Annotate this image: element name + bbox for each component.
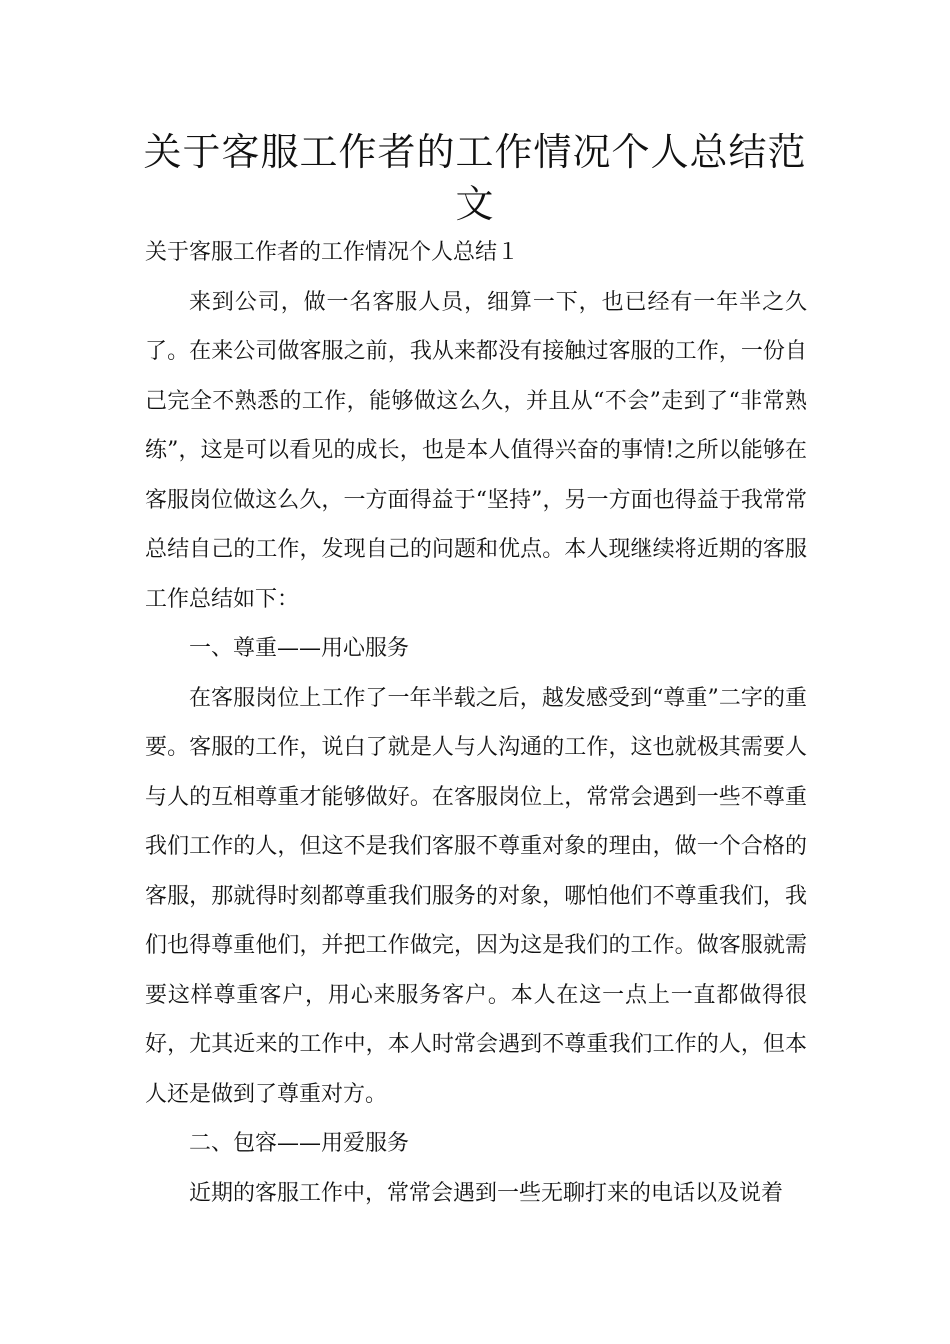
paragraph-respect: 在客服岗位上工作了一年半载之后，越发感受到“尊重”二字的重要。客服的工作，说白了就是人与人沟通的工作，这也就极其需要人与人的互相尊重才能够做好。在客服岗位上，常常会遇到一些不尊重我们工作的人，但这不是我们客服不尊重对象的理由，做一个合格的客服，那就得时刻都尊重我们服务的对象，哪怕他们不尊重我们，我们也得尊重他们，并把工作做完，因为这是我们的工作。做客服就需要这样尊重客户，用心来服务客户。本人在这一点上一直都做得很好，尤其近来的工作中，本人时常会遇到不尊重我们工作的人，但本人还是做到了尊重对方。 bbox=[145, 685, 807, 1107]
section-heading-respect: 一、尊重——用心服务 bbox=[189, 636, 410, 661]
paragraph-intro: 来到公司，做一名客服人员，细算一下，也已经有一年半之久了。在来公司做客服之前，我从来都没有接触过客服的工作，一份自己完全不熟悉的工作，能够做这么久，并且从“不会”走到了“非常熟练”，这是可以看见的成长，也是本人值得兴奋的事情!之所以能够在客服岗位做这么久，一方面得益于“坚持”，另一方面也得益于我常常总结自己的工作，发现自己的问题和优点。本人现继续将近期的客服工作总结如下： bbox=[145, 289, 807, 612]
section-subtitle: 关于客服工作者的工作情况个人总结１ bbox=[145, 240, 520, 265]
document-body bbox=[145, 228, 807, 1218]
section-heading-tolerance: 二、包容——用爱服务 bbox=[189, 1131, 410, 1156]
document-title: 关于客服工作者的工作情况个人总结范文 bbox=[143, 130, 807, 226]
paragraph-tolerance: 近期的客服工作中，常常会遇到一些无聊打来的电话以及说着 bbox=[189, 1180, 784, 1206]
